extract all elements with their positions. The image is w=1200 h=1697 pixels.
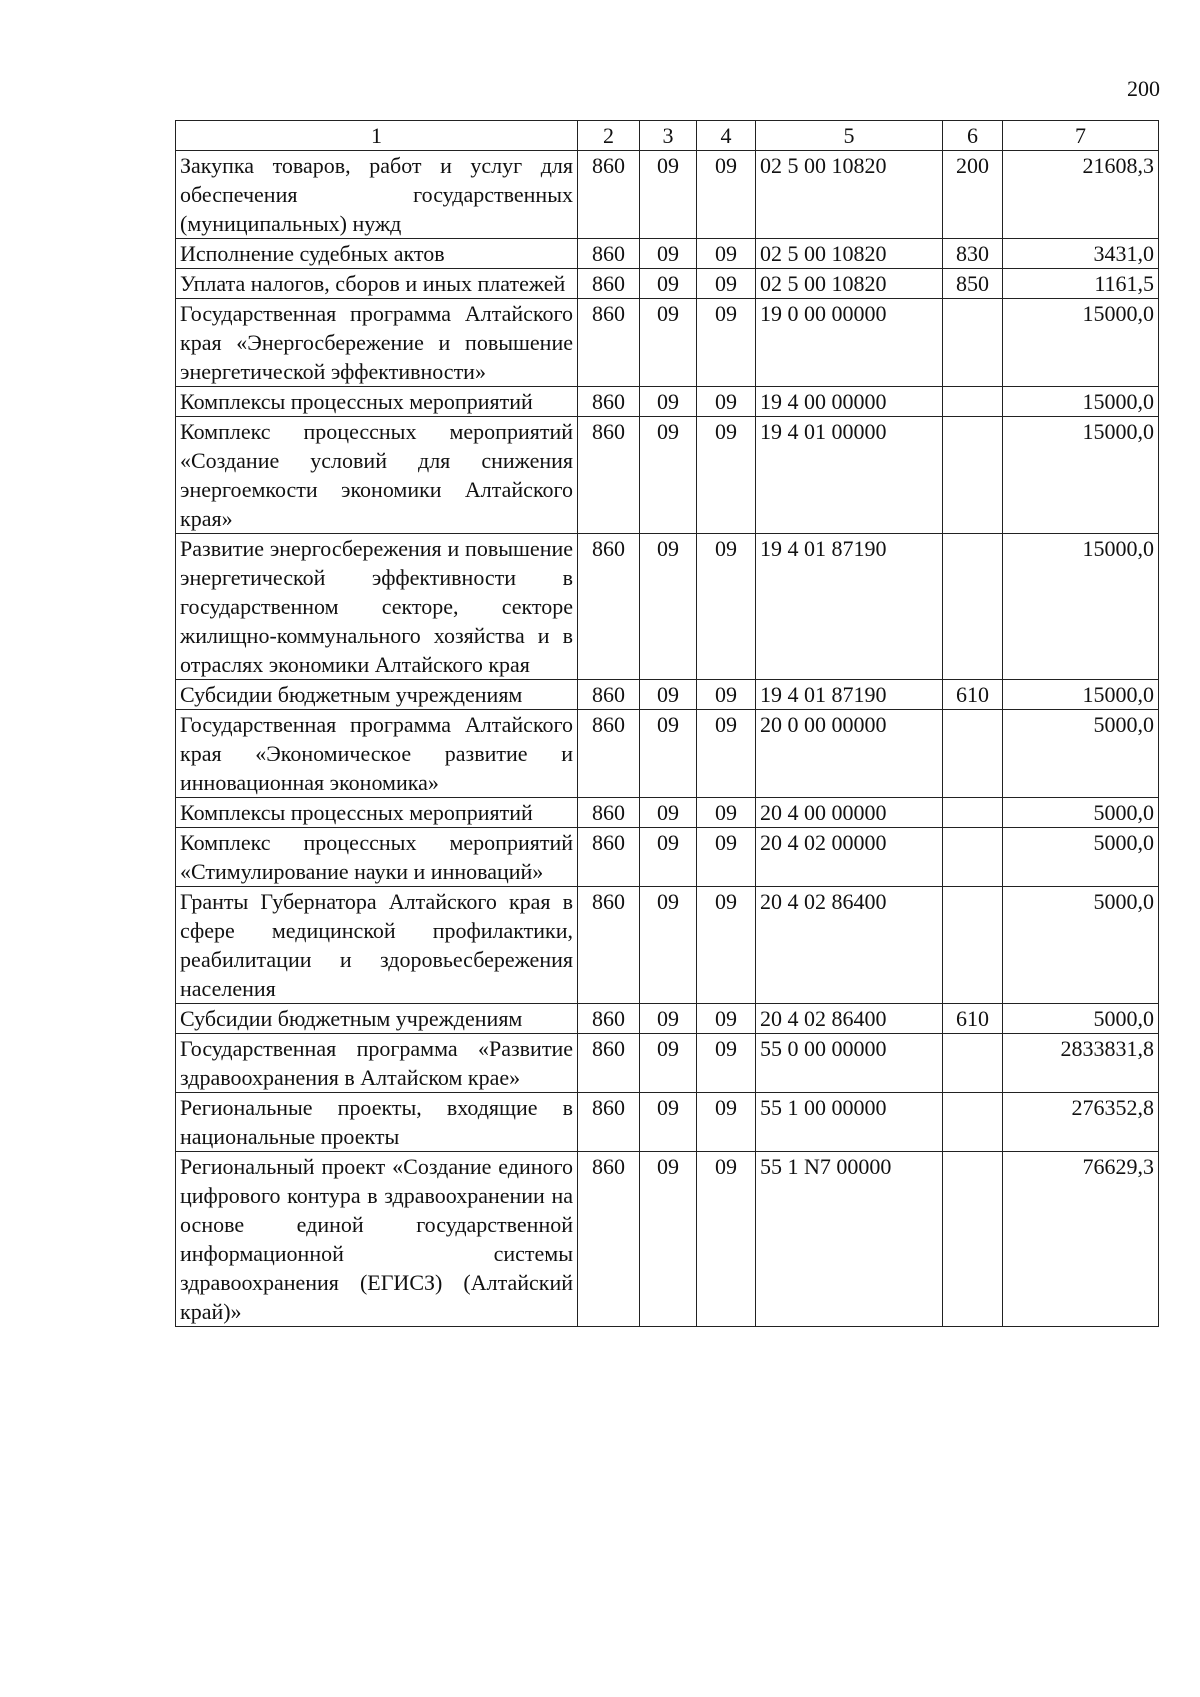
row-name: Субсидии бюджетным учреждениям	[176, 680, 578, 710]
row-col-3: 09	[640, 680, 697, 710]
row-col-4: 09	[697, 828, 756, 887]
row-col-2: 860	[578, 269, 640, 299]
row-col-2: 860	[578, 828, 640, 887]
row-col-4: 09	[697, 1152, 756, 1327]
table-row	[176, 299, 1159, 387]
row-col-3: 09	[640, 1152, 697, 1327]
row-col-6: 200	[943, 151, 1003, 239]
row-code: 19 4 01 00000	[756, 417, 943, 534]
row-code: 20 4 02 00000	[756, 828, 943, 887]
row-col-6	[943, 1152, 1003, 1327]
table-row	[176, 710, 1159, 798]
row-amount: 15000,0	[1003, 299, 1159, 387]
row-col-6	[943, 887, 1003, 1004]
row-name: Комплекс процессных мероприятий «Создание условий для снижения энергоемкости экономики Алтайского края»	[176, 417, 578, 534]
row-col-4: 09	[697, 387, 756, 417]
header-col-5: 5	[756, 121, 943, 151]
table-row	[176, 387, 1159, 417]
row-col-6	[943, 710, 1003, 798]
row-code: 55 1 00 00000	[756, 1093, 943, 1152]
header-col-3: 3	[640, 121, 697, 151]
row-amount: 76629,3	[1003, 1152, 1159, 1327]
row-col-3: 09	[640, 887, 697, 1004]
row-col-6: 610	[943, 680, 1003, 710]
row-code: 20 4 00 00000	[756, 798, 943, 828]
row-amount: 15000,0	[1003, 534, 1159, 680]
row-col-4: 09	[697, 798, 756, 828]
row-name: Гранты Губернатора Алтайского края в сфере медицинской профилактики, реабилитации и здоровьесбережения населения	[176, 887, 578, 1004]
row-col-3: 09	[640, 1004, 697, 1034]
row-col-6: 610	[943, 1004, 1003, 1034]
row-col-2: 860	[578, 417, 640, 534]
row-code: 02 5 00 10820	[756, 239, 943, 269]
row-col-3: 09	[640, 798, 697, 828]
row-col-3: 09	[640, 534, 697, 680]
row-col-2: 860	[578, 680, 640, 710]
row-code: 19 4 01 87190	[756, 534, 943, 680]
row-col-3: 09	[640, 417, 697, 534]
row-col-6	[943, 299, 1003, 387]
row-code: 55 1 N7 00000	[756, 1152, 943, 1327]
row-name: Уплата налогов, сборов и иных платежей	[176, 269, 578, 299]
row-code: 02 5 00 10820	[756, 269, 943, 299]
row-amount: 15000,0	[1003, 387, 1159, 417]
row-code: 55 0 00 00000	[756, 1034, 943, 1093]
row-col-6	[943, 534, 1003, 680]
row-col-4: 09	[697, 299, 756, 387]
table-row	[176, 1034, 1159, 1093]
row-col-2: 860	[578, 798, 640, 828]
row-col-3: 09	[640, 269, 697, 299]
row-col-4: 09	[697, 151, 756, 239]
row-col-3: 09	[640, 151, 697, 239]
row-name: Региональный проект «Создание единого цифрового контура в здравоохранении на основе единой государственной информационной системы здравоохранения (ЕГИСЗ) (Алтайский край)»	[176, 1152, 578, 1327]
row-name: Комплексы процессных мероприятий	[176, 387, 578, 417]
row-name: Государственная программа «Развитие здравоохранения в Алтайском крае»	[176, 1034, 578, 1093]
row-col-6	[943, 798, 1003, 828]
row-code: 02 5 00 10820	[756, 151, 943, 239]
row-col-4: 09	[697, 680, 756, 710]
row-col-6: 850	[943, 269, 1003, 299]
row-name: Комплексы процессных мероприятий	[176, 798, 578, 828]
row-col-6: 830	[943, 239, 1003, 269]
header-col-7: 7	[1003, 121, 1159, 151]
row-col-2: 860	[578, 1034, 640, 1093]
row-code: 19 0 00 00000	[756, 299, 943, 387]
row-col-4: 09	[697, 710, 756, 798]
row-col-3: 09	[640, 828, 697, 887]
row-col-2: 860	[578, 151, 640, 239]
row-col-6	[943, 1093, 1003, 1152]
page-number: 200	[1127, 76, 1160, 101]
row-col-3: 09	[640, 710, 697, 798]
table-row	[176, 680, 1159, 710]
row-col-2: 860	[578, 387, 640, 417]
table-row	[176, 151, 1159, 239]
row-code: 20 4 02 86400	[756, 887, 943, 1004]
row-col-6	[943, 387, 1003, 417]
row-col-3: 09	[640, 387, 697, 417]
row-code: 20 0 00 00000	[756, 710, 943, 798]
row-name: Комплекс процессных мероприятий «Стимулирование науки и инноваций»	[176, 828, 578, 887]
row-col-2: 860	[578, 239, 640, 269]
table-row	[176, 887, 1159, 1004]
row-name: Развитие энергосбережения и повышение энергетической эффективности в государственном секторе, секторе жилищно-коммунального хозяйства и в отраслях экономики Алтайского края	[176, 534, 578, 680]
table-header-row	[176, 121, 1159, 151]
row-col-2: 860	[578, 710, 640, 798]
row-amount: 5000,0	[1003, 798, 1159, 828]
row-amount: 3431,0	[1003, 239, 1159, 269]
header-col-6: 6	[943, 121, 1003, 151]
row-col-4: 09	[697, 1034, 756, 1093]
row-name: Исполнение судебных актов	[176, 239, 578, 269]
row-name: Государственная программа Алтайского края «Экономическое развитие и инновационная экономика»	[176, 710, 578, 798]
table-row	[176, 798, 1159, 828]
row-amount: 5000,0	[1003, 1004, 1159, 1034]
table-row	[176, 269, 1159, 299]
budget-table	[175, 120, 1159, 1327]
row-col-3: 09	[640, 1093, 697, 1152]
row-col-4: 09	[697, 887, 756, 1004]
table-row	[176, 828, 1159, 887]
row-col-6	[943, 1034, 1003, 1093]
header-col-4: 4	[697, 121, 756, 151]
row-amount: 2833831,8	[1003, 1034, 1159, 1093]
row-amount: 15000,0	[1003, 680, 1159, 710]
row-amount: 276352,8	[1003, 1093, 1159, 1152]
table-row	[176, 417, 1159, 534]
row-amount: 1161,5	[1003, 269, 1159, 299]
row-amount: 5000,0	[1003, 828, 1159, 887]
row-amount: 5000,0	[1003, 887, 1159, 1004]
table-row	[176, 239, 1159, 269]
row-name: Субсидии бюджетным учреждениям	[176, 1004, 578, 1034]
row-col-4: 09	[697, 534, 756, 680]
row-col-2: 860	[578, 1093, 640, 1152]
header-col-2: 2	[578, 121, 640, 151]
table-row	[176, 1004, 1159, 1034]
row-col-2: 860	[578, 534, 640, 680]
row-code: 19 4 01 87190	[756, 680, 943, 710]
header-col-1: 1	[176, 121, 578, 151]
row-code: 20 4 02 86400	[756, 1004, 943, 1034]
row-amount: 15000,0	[1003, 417, 1159, 534]
row-col-4: 09	[697, 1004, 756, 1034]
row-name: Региональные проекты, входящие в национальные проекты	[176, 1093, 578, 1152]
row-amount: 21608,3	[1003, 151, 1159, 239]
table-row	[176, 1152, 1159, 1327]
row-col-4: 09	[697, 1093, 756, 1152]
row-col-2: 860	[578, 1004, 640, 1034]
table-row	[176, 534, 1159, 680]
row-col-2: 860	[578, 299, 640, 387]
row-col-3: 09	[640, 299, 697, 387]
row-col-4: 09	[697, 417, 756, 534]
row-col-6	[943, 828, 1003, 887]
row-col-3: 09	[640, 1034, 697, 1093]
row-amount: 5000,0	[1003, 710, 1159, 798]
row-col-6	[943, 417, 1003, 534]
row-name: Государственная программа Алтайского края «Энергосбережение и повышение энергетической эффективности»	[176, 299, 578, 387]
row-col-4: 09	[697, 269, 756, 299]
row-col-2: 860	[578, 1152, 640, 1327]
row-col-4: 09	[697, 239, 756, 269]
table-row	[176, 1093, 1159, 1152]
row-col-3: 09	[640, 239, 697, 269]
row-name: Закупка товаров, работ и услуг для обеспечения государственных (муниципальных) нужд	[176, 151, 578, 239]
row-code: 19 4 00 00000	[756, 387, 943, 417]
row-col-2: 860	[578, 887, 640, 1004]
